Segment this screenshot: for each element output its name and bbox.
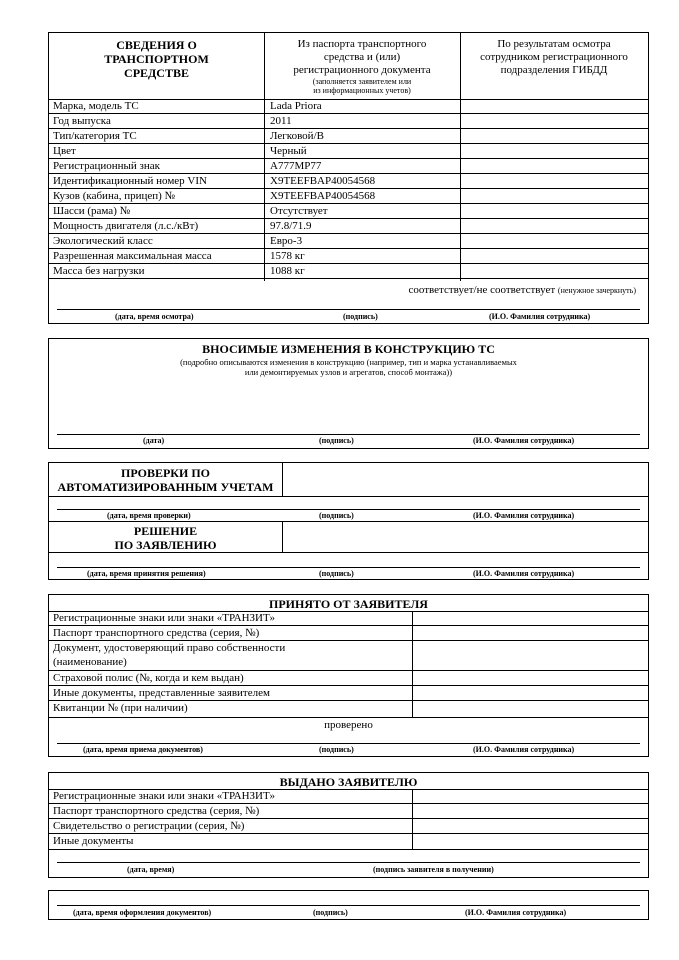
caption-checks-date: (дата, время проверки) — [107, 511, 191, 520]
vehicle-row-label: Марка, модель ТС — [53, 100, 139, 112]
vehicle-row-label: Кузов (кабина, прицеп) № — [53, 190, 176, 202]
issued-row-label: Паспорт транспортного средства (серия, №) — [53, 805, 260, 817]
accepted-row — [49, 626, 648, 641]
vehicle-row-value: 1088 кг — [270, 265, 305, 277]
issued-row — [49, 789, 648, 804]
vehicle-row-label: Экологический класс — [53, 235, 153, 247]
vehicle-row-label: Цвет — [53, 145, 76, 157]
issued-row — [49, 804, 648, 819]
vehicle-row — [49, 144, 648, 159]
vehicle-row-label: Год выпуска — [53, 115, 111, 127]
changes-description: (подробно описываются изменения в конструкцию (например, тип и марка устанавливаемых или демонтируемых узлов и агрегатов, способ монтажа)) — [180, 357, 517, 377]
vehicle-row — [49, 249, 648, 264]
vehicle-row — [49, 129, 648, 144]
vehicle-row — [49, 264, 648, 279]
vehicle-row-label: Регистрационный знак — [53, 160, 160, 172]
accepted-block — [48, 594, 649, 757]
issued-row — [49, 834, 648, 849]
vehicle-row-value: Отсутствует — [270, 205, 328, 217]
caption-decision-name: (И.О. Фамилия сотрудника) — [473, 569, 575, 578]
vehicle-row-value: Lada Priora — [270, 100, 322, 112]
vehicle-header-inspection: По результатам осмотра сотрудником регистрационного подразделения ГИБДД — [480, 38, 628, 76]
checks-title: ПРОВЕРКИ ПО АВТОМАТИЗИРОВАННЫМ УЧЕТАМ — [57, 466, 274, 494]
issued-row — [49, 819, 648, 834]
changes-title: ВНОСИМЫЕ ИЗМЕНЕНИЯ В КОНСТРУКЦИЮ ТС — [202, 342, 495, 356]
accepted-row-label: Иные документы, представленные заявителем — [53, 687, 270, 699]
caption-changes-sign: (подпись) — [319, 436, 354, 445]
decision-title: РЕШЕНИЕ ПО ЗАЯВЛЕНИЮ — [114, 524, 217, 552]
vehicle-row-value: 2011 — [270, 115, 292, 127]
vehicle-row — [49, 189, 648, 204]
accepted-row — [49, 686, 648, 701]
issued-row-label: Регистрационные знаки или знаки «ТРАНЗИТ» — [53, 790, 275, 802]
accepted-row-label: Страховой полис (№, когда и кем выдан) — [53, 672, 244, 684]
caption-inspection-date: (дата, время осмотра) — [115, 312, 194, 321]
caption-decision-date: (дата, время принятия решения) — [87, 569, 206, 578]
vehicle-row-value: Евро-3 — [270, 235, 303, 247]
accepted-title: ПРИНЯТО ОТ ЗАЯВИТЕЛЯ — [269, 597, 428, 611]
caption-final-name: (И.О. Фамилия сотрудника) — [465, 908, 567, 917]
issued-row-label: Свидетельство о регистрации (серия, №) — [53, 820, 245, 832]
caption-accepted-sign: (подпись) — [319, 745, 354, 754]
vehicle-row-value: X9TEEFBAP40054568 — [270, 190, 376, 202]
caption-checks-sign: (подпись) — [319, 511, 354, 520]
caption-checks-name: (И.О. Фамилия сотрудника) — [473, 511, 575, 520]
accepted-row — [49, 671, 648, 686]
vehicle-row-value: Легковой/В — [270, 130, 324, 142]
accepted-row-label: (наименование) — [53, 656, 127, 668]
conformity-text: соответствует/не соответствует (ненужное зачеркнуть) — [408, 284, 636, 296]
vehicle-row-value: 97.8/71.9 — [270, 220, 312, 232]
issued-row-label: Иные документы — [53, 835, 134, 847]
accepted-row — [49, 701, 648, 716]
caption-inspection-sign: (подпись) — [343, 312, 378, 321]
vehicle-row — [49, 159, 648, 174]
vehicle-row — [49, 174, 648, 189]
vehicle-row-value: 1578 кг — [270, 250, 305, 262]
caption-accepted-name: (И.О. Фамилия сотрудника) — [473, 745, 575, 754]
caption-final-sign: (подпись) — [313, 908, 348, 917]
construction-changes-block — [48, 338, 649, 449]
accepted-checked: проверено — [324, 719, 373, 731]
vehicle-row — [49, 234, 648, 249]
vehicle-row-value: Черный — [270, 145, 307, 157]
vehicle-header-passport: Из паспорта транспортного средства и (или) регистрационного документа (заполняется заявителем или из информационных учетов) — [293, 38, 431, 95]
vehicle-header-title: СВЕДЕНИЯ О ТРАНСПОРТНОМ СРЕДСТВЕ — [104, 38, 209, 80]
vehicle-row — [49, 114, 648, 129]
vehicle-row-label: Разрешенная максимальная масса — [53, 250, 212, 262]
final-signature-block — [48, 890, 649, 920]
caption-accepted-date: (дата, время приема документов) — [83, 745, 203, 754]
vehicle-row-label: Шасси (рама) № — [53, 205, 131, 217]
vehicle-row-value: А777МР77 — [270, 160, 322, 172]
accepted-row-label: Паспорт транспортного средства (серия, №) — [53, 627, 260, 639]
vehicle-row — [49, 99, 648, 114]
vehicle-row-label: Тип/категория ТС — [53, 130, 137, 142]
caption-changes-date: (дата) — [143, 436, 165, 445]
accepted-row-label: Регистрационные знаки или знаки «ТРАНЗИТ» — [53, 612, 275, 624]
vehicle-row — [49, 204, 648, 219]
checks-block — [48, 462, 649, 580]
accepted-row — [49, 611, 648, 626]
vehicle-row — [49, 219, 648, 234]
caption-inspection-name: (И.О. Фамилия сотрудника) — [489, 312, 591, 321]
caption-issued-sign: (подпись заявителя в получении) — [373, 865, 494, 874]
vehicle-info-block — [48, 32, 649, 324]
accepted-row — [49, 641, 648, 671]
accepted-row-label: Документ, удостоверяющий право собственности — [53, 642, 286, 654]
issued-title: ВЫДАНО ЗАЯВИТЕЛЮ — [279, 775, 418, 789]
caption-changes-name: (И.О. Фамилия сотрудника) — [473, 436, 575, 445]
caption-decision-sign: (подпись) — [319, 569, 354, 578]
issued-block — [48, 772, 649, 878]
caption-issued-date: (дата, время) — [127, 865, 175, 874]
vehicle-row-label: Идентификационный номер VIN — [53, 175, 207, 187]
vehicle-row-label: Масса без нагрузки — [53, 265, 145, 277]
caption-final-date: (дата, время оформления документов) — [73, 908, 212, 917]
vehicle-row-label: Мощность двигателя (л.с./кВт) — [53, 220, 199, 232]
vehicle-row-value: X9TEEFBAP40054568 — [270, 175, 376, 187]
accepted-row-label: Квитанции № (при наличии) — [53, 702, 188, 714]
